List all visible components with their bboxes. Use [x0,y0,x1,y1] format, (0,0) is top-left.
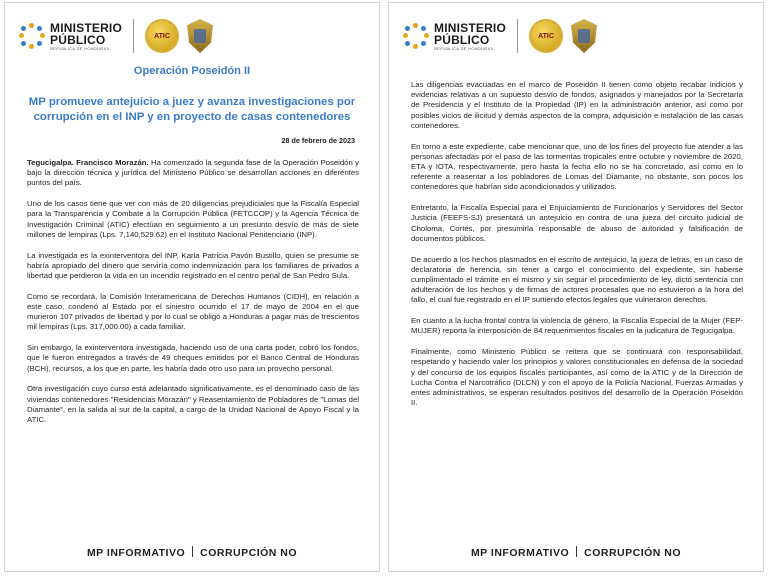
paragraph: En cuanto a la lucha frontal contra la violencia de género, la Fiscalía Especial de la Mujer (FEP-MUJER) reporta la interposición de 84 requerimientos fiscales en la judicatura de Tegucigalpa. [411,316,743,336]
atic-badge-icon: ATIC [145,19,179,53]
paragraph: Las diligencias evacuadas en el marco de Poseidón II tienen como objeto recabar indicios y evidencias relativas a un supuesto desvío de fondos, asignados y manejados por la Secretaría de Presidencia y el Instituto de la Propiedad (IP) en la administración anterior, así como por posibles vicios de ilicitud y demás aspectos de la compra, adquisición e instalación de las casas contenedores. [411,80,743,130]
mp-emblem-icon [19,23,45,49]
ministerio-publico-logo [403,22,506,51]
operation-title: Operación Poseidón II [133,65,251,77]
footer-label-left: MP INFORMATIVO [86,547,186,559]
page-footer [389,546,763,559]
footer-divider [576,546,577,557]
paragraph: En torno a este expediente, cabe mencionar que, uno de los fines del proyecto fue atender a las personas afectadas por el paso de las tormentas tropicales entre octubre y noviembre de 2020, ETA y IOTA, respectivamente, pero hasta la fecha ello no se ha concretado, así como en lo referente a reasentar a los pobladores de Lomas del Diamante, no obstante, son pocos los contenedores que habrían sido acondicionados y utilizados. [411,141,743,192]
logo-title-line2: PÚBLICO [50,32,106,47]
paragraph: La investigada es la exinterventora del INP, Karla Patricia Pavón Bustillo, quien se presume se habría apropiado del dinero que serviría como indemnización para los familiares de privados a libertad que perdieron la vida en un incendio registrado en el centro penal de San Pedro Sula. [27,250,359,281]
article-body [27,158,359,436]
lead-location: Tegucigalpa. Francisco Morazán. [27,158,149,167]
paragraph: Otra investigación cuyo curso está adelantado significativamente, es el denominado caso de las viviendas contenedores "Residencias Morazán" y Reasentamiento de Pobladores de "Lomas del Diamante", en la salida al sur de la capital, a cargo de la Unidad Nacional de Apoyo Fiscal y la ATIC. [27,384,359,425]
atic-badge-icon: ATIC [529,19,563,53]
page-header [19,13,213,59]
footer-label-right: CORRUPCIÓN NO [584,547,682,559]
paragraph: Como se recordará, la Comisión Interamericana de Derechos Humanos (CIDH), en relación a este caso, condenó al Estado por el siniestro ocurrido el 17 de mayo de 2004 en el que murieron 107 privados de libertad y por lo cual se obligó a Honduras a pagar más de trescientos mil lempiras (Lps. 317,000.00) a cada familiar. [27,291,359,332]
press-release-page-2 [388,2,764,572]
logo-title-line1: MINISTERIO [50,20,123,35]
header-divider [133,19,134,53]
logo-title-line1: MINISTERIO [434,20,507,35]
police-shield-icon [571,19,597,53]
press-release-page-1 [4,2,380,572]
logo-subtitle: REPÚBLICA DE HONDURAS [434,45,494,51]
footer-label-right: CORRUPCIÓN NO [200,547,298,559]
headline: MP promueve antejuicio a juez y avanza investigaciones por corrupción en el INP y en proyecto de casas contenedores [28,96,356,123]
page-footer [5,546,379,559]
paragraph: Uno de los casos tiene que ver con más de 20 diligencias prejudiciales que la Fiscalía Especial para la Transparencia y Combate a la Corrupción Pública (FETCCOP) y la Agencia Técnica de Investigación Criminal (ATIC) efectúan en seguimiento a un presunto desvío de más de siete millones de lempiras (Lps. 7,140,529.62) en el Instituto Nacional Penitenciario (INP). [27,199,359,239]
police-shield-icon [187,19,213,53]
article-body [411,80,743,419]
logo-subtitle: REPÚBLICA DE HONDURAS [50,45,110,51]
paragraph: Finalmente, como Ministerio Público se reitera que se continuará con responsabilidad, respetando y haciendo valer los principios y valores constitucionales en defensa de la sociedad y del concurso de los equipos fiscales participantes, así como de la ATIC y de la Dirección de Lucha Contra el Narcotráfico (DLCN) y con el apoyo de la Policía Nacional, Fuerzas Armadas y entes administrativos, se esperan resultados positivos del desarrollo de la Operación Poseidón II. [411,347,743,408]
paragraph: De acuerdo a los hechos plasmados en el escrito de antejuicio, la jueza de letras, en un caso de declaratoria de herencia, sin tener a cargo el conocimiento del expediente, sin haberse cumplimentado el trámite en el mismo y sin seguir el procedimiento de ley, dictó sentencia con adulteración de los hechos y de firmas de actores procesales que no estuvieron a la hora del fallo, el cual fue registrado en el IP surtiendo efectos legales que vulneraron derechos. [411,254,743,305]
mp-emblem-icon [403,23,429,49]
header-divider [517,19,518,53]
footer-label-left: MP INFORMATIVO [470,547,570,559]
paragraph: Entretanto, la Fiscalía Especial para el Enjuiciamiento de Funcionarios y Servidores del Sector Justicia (FEEFS-SJ) presentará un antejuicio en contra de una jueza del circuito judicial de Choloma, Cortés, por presumirla responsable de abuso de autoridad y falsificación de documentos públicos. [411,203,743,243]
release-date: 28 de febrero de 2023 [281,136,355,145]
paragraph: Sin embargo, la exinterventora investigada, haciendo uso de una carta poder, cobró los fondos, que le fueron entregados a través de 49 cheques emitidos por el Banco Central de Honduras (BCH), recursos, a los que en parte, les habría dado otro uso para un provecho personal. [27,343,359,373]
logo-title-line2: PÚBLICO [434,32,490,47]
footer-divider [192,546,193,557]
page-header [403,13,597,59]
paragraph: Tegucigalpa. Francisco Morazán. Ha comenzado la segunda fase de la Operación Poseidón y bajo la dirección técnica y jurídica del Ministerio Público se desarrollan acciones en diferentes puntos del país. [27,158,359,188]
ministerio-publico-logo [19,22,122,51]
